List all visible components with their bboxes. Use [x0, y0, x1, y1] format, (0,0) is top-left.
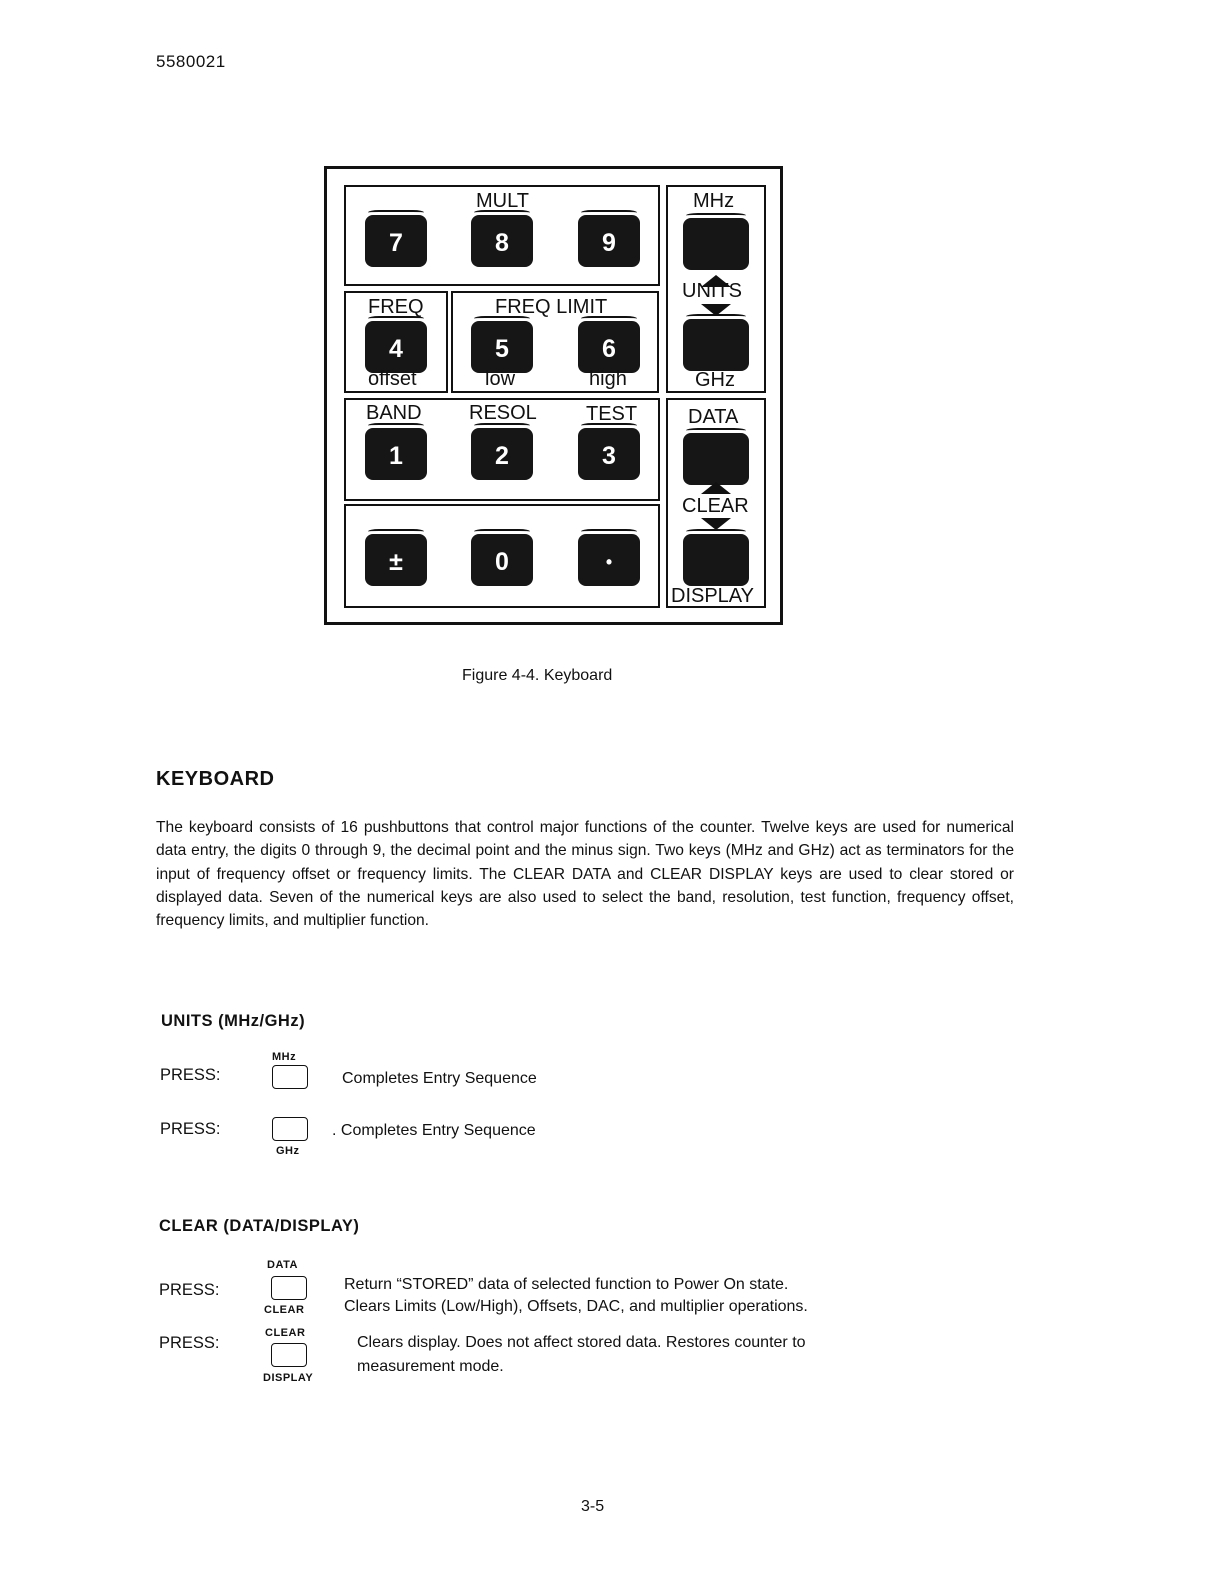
section-title: KEYBOARD [156, 768, 275, 790]
clear-group [666, 398, 766, 608]
key-plus-minus[interactable]: ± [365, 534, 427, 586]
data-key-top-label: DATA [267, 1259, 298, 1271]
page-number: 3-5 [581, 1498, 605, 1515]
mhz-description: Completes Entry Sequence [342, 1070, 537, 1087]
freq-offset-group [344, 291, 448, 393]
clear-display-key-icon [271, 1343, 307, 1367]
clear-display-desc-line2: measurement mode. [357, 1358, 504, 1375]
up-arrow-icon [701, 482, 731, 494]
press-label: PRESS: [160, 1066, 221, 1084]
data-label: DATA [688, 406, 739, 428]
key-0[interactable]: 0 [471, 534, 533, 586]
clear-title: CLEAR (DATA/DISPLAY) [159, 1217, 360, 1235]
key-2[interactable]: 2 [471, 428, 533, 480]
key-9[interactable]: 9 [578, 215, 640, 267]
low-label: low [485, 368, 516, 390]
test-label: TEST [586, 403, 638, 425]
press-label: PRESS: [159, 1334, 220, 1352]
sign-zero-point-group [344, 504, 660, 608]
offset-label: offset [368, 368, 417, 390]
mhz-label: MHz [693, 190, 735, 212]
clear-display-key[interactable] [683, 534, 749, 586]
data-key-bottom-label: CLEAR [264, 1304, 305, 1316]
high-label: high [589, 368, 627, 390]
key-8[interactable]: 8 [471, 215, 533, 267]
display-label: DISPLAY [671, 585, 754, 607]
mult-group [344, 185, 660, 286]
freq-label: FREQ [368, 296, 424, 318]
ghz-key-icon [272, 1117, 308, 1141]
figure-caption: Figure 4-4. Keyboard [462, 667, 613, 684]
clear-display-desc-line1: Clears display. Does not affect stored data. Restores counter to [357, 1334, 806, 1351]
clear-label: CLEAR [682, 495, 749, 517]
mhz-key[interactable] [683, 218, 749, 270]
section-paragraph: The keyboard consists of 16 pushbuttons that control major functions of the counter. Twelve keys are used for numerical data entry, the digits 0 through 9, the decimal point and the minus sign. Two keys (MHz and GHz) act as terminators for the input of frequency offset or frequency limits. The CLEAR DATA and CLEAR DISPLAY keys are used to clear stored or displayed data. Seven of the numerical keys are also used to select the band, resolution, test function, frequency offset, frequency limits, and multiplier function. [156, 819, 1014, 930]
key-3[interactable]: 3 [578, 428, 640, 480]
mhz-key-label: MHz [272, 1051, 297, 1063]
band-resol-test-group [344, 398, 660, 501]
clear-data-desc-line1: Return “STORED” data of selected function to Power On state. [344, 1276, 789, 1293]
ghz-key-label: GHz [276, 1145, 300, 1157]
mult-label: MULT [476, 190, 529, 212]
key-decimal-point[interactable]: • [578, 534, 640, 586]
units-label: UNITS [682, 280, 742, 302]
clear-data-key-icon [271, 1276, 307, 1300]
press-label: PRESS: [159, 1281, 220, 1299]
key-6[interactable]: 6 [578, 321, 640, 373]
resol-label: RESOL [469, 402, 537, 424]
display-key-top-label: CLEAR [265, 1327, 306, 1339]
band-label: BAND [366, 402, 422, 424]
ghz-key[interactable] [683, 319, 749, 371]
keyboard-figure [324, 166, 783, 625]
display-key-bottom-label: DISPLAY [263, 1372, 314, 1384]
ghz-description: . Completes Entry Sequence [332, 1122, 536, 1139]
clear-data-desc-line2: Clears Limits (Low/High), Offsets, DAC, and multiplier operations. [344, 1298, 808, 1315]
units-title: UNITS (MHz/GHz) [161, 1012, 306, 1030]
freq-limit-label: FREQ LIMIT [495, 296, 608, 318]
document-number: 5580021 [156, 52, 226, 71]
mhz-key-icon [272, 1065, 308, 1089]
press-label: PRESS: [160, 1120, 221, 1138]
ghz-label: GHz [695, 369, 735, 391]
key-5[interactable]: 5 [471, 321, 533, 373]
units-group [666, 185, 766, 393]
key-7[interactable]: 7 [365, 215, 427, 267]
key-4[interactable]: 4 [365, 321, 427, 373]
key-1[interactable]: 1 [365, 428, 427, 480]
freq-limit-group [451, 291, 659, 393]
clear-data-key[interactable] [683, 433, 749, 485]
